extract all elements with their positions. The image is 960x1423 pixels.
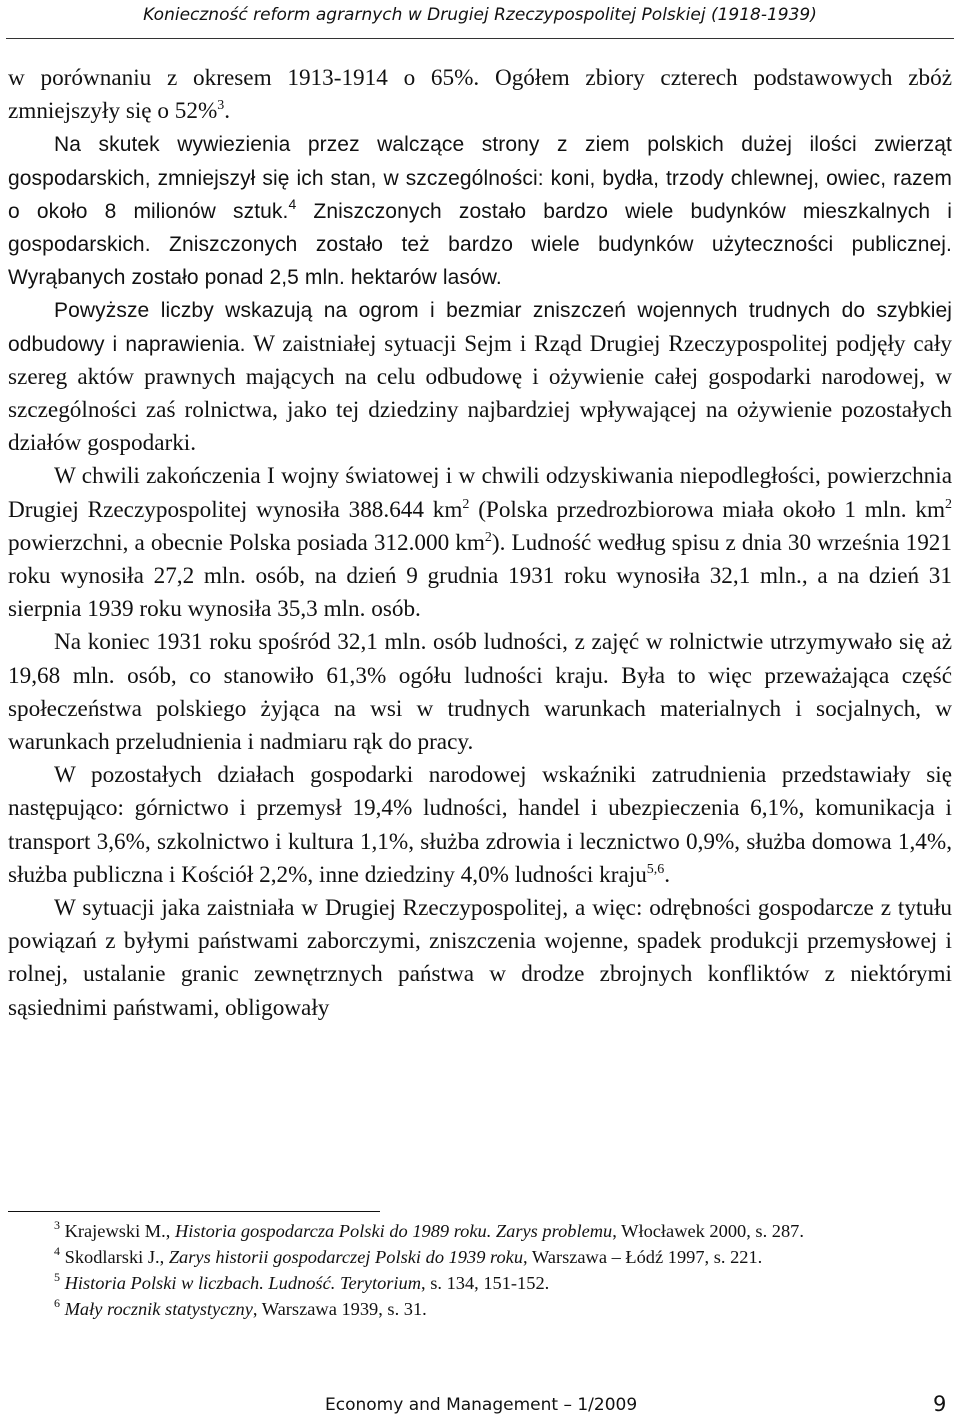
paragraph-3-text: W zaistniałej sytuacji Sejm i Rząd Drugiej Rzeczypospolitej podjęły cały szereg aktów prawnych mających na celu odbudowę i ożywienie całej gospodarki narodowej, w szczególności zaś rolnictwa, jako tej dziedziny najbardziej wpływającej na ożywienie pozostałych działów gospodarki. (8, 330, 952, 457)
footnote-author: Krajewski M., (60, 1221, 175, 1241)
footnote-4 (8, 1244, 952, 1270)
paragraph-4-text-c: powierzchni, a obecnie Polska posiada 312.000 km (8, 529, 485, 556)
footnote-title: Zarys historii gospodarczej Polski do 1939 roku (168, 1247, 524, 1267)
paragraph-4-text-d: ). Ludność według spisu z dnia 30 września 1921 roku wynosiła 27,2 mln. osób, na dzień 9 grudnia 1931 roku wynosiła 32,1 mln., a na dzień 31 sierpnia 1939 roku wynosiła 35,3 mln. osób. (8, 529, 952, 623)
footnotes (8, 1218, 952, 1322)
footnote-details: , Włocławek 2000, s. 287. (612, 1221, 804, 1241)
superscript-2: 2 (945, 496, 953, 512)
article-body (8, 62, 952, 1025)
paragraph-2-rest: Zniszczonych zostało bardzo wiele budynków mieszkalnych i gospodarskich. Zniszczonych zostało też bardzo wiele budynków użyteczności publicznej. Wyrąbanych zostało ponad 2,5 mln. hektarów lasów. (8, 199, 952, 290)
paragraph-4-text-b: (Polska przedrozbiorowa miała około 1 mln. km (469, 496, 946, 523)
footnote-number: 6 (54, 1296, 60, 1310)
footnote-title: Historia gospodarcza Polski do 1989 roku. Zarys problemu (174, 1221, 613, 1241)
paragraph-6 (8, 759, 952, 892)
footnote-details: , Warszawa – Łódź 1997, s. 221. (523, 1247, 763, 1267)
footnote-divider (8, 1211, 380, 1212)
footnote-5 (8, 1270, 952, 1296)
paragraph-6-end: . (664, 861, 671, 888)
paragraph-1 (8, 62, 952, 128)
header-divider (6, 38, 954, 39)
paragraph-3-lead: Powyższe liczby wskazują na ogrom i bezmiar zniszczeń wojennych trudnych do szybkiej odbudowy i naprawienia. (8, 299, 952, 356)
journal-footer: Economy and Management – 1/2009 (325, 1395, 638, 1415)
footnote-details: , Warszawa 1939, s. 31. (252, 1299, 427, 1319)
footnote-3 (8, 1218, 952, 1244)
paragraph-4 (8, 460, 952, 626)
footnote-details: , s. 134, 151-152. (421, 1273, 550, 1293)
footnote-author: Skodlarski J., (60, 1247, 169, 1267)
footnote-number: 3 (54, 1218, 60, 1232)
footnote-number: 4 (54, 1244, 60, 1258)
running-title: Konieczność reform agrarnych w Drugiej Rzeczypospolitej Polskiej (1918-1939) (143, 5, 817, 25)
footnote-title: Mały rocznik statystyczny (60, 1299, 253, 1319)
page-number: 9 (933, 1392, 947, 1416)
footnote-6 (8, 1296, 952, 1322)
footnote-ref-5-6[interactable]: 5,6 (646, 861, 665, 877)
paragraph-1-text: w porównaniu z okresem 1913-1914 o 65%. Ogółem zbiory czterech podstawowych zbóż zmniejszyły się o 52% (8, 65, 952, 125)
footnote-ref-4[interactable]: 4 (288, 195, 297, 212)
paragraph-2 (8, 128, 952, 294)
paragraph-6-text: W pozostałych działach gospodarki narodowej wskaźniki zatrudnienia przedstawiały się następująco: górnictwo i przemysł 19,4% ludności, handel i ubezpieczenia 6,1%, komunikacja i transport 3,6%, szkolnictwo i kultura 1,1%, służba zdrowia i lecznictwo 0,9%, służba domowa 1,4%, służba publiczna i Kościół 2,2%, inne dziedziny 4,0% ludności kraju (8, 762, 952, 888)
paragraph-1-end: . (224, 98, 231, 125)
footnote-ref-3[interactable]: 3 (217, 98, 225, 114)
footnote-number: 5 (54, 1270, 60, 1284)
running-header (0, 0, 960, 42)
paragraph-7: W sytuacji jaka zaistniała w Drugiej Rzeczypospolitej, a więc: odrębności gospodarcze z tytułu powiązań z byłymi państwami zaborczymi, zniszczenia wojenne, spadek produkcji przemysłowej i rolnej, ustalanie granic zewnętrznych państwa w drodze zbrojnych konfliktów z niektórymi sąsiednimi państwami, obligowały (8, 895, 952, 1021)
footnote-title: Historia Polski w liczbach. Ludność. Terytorium (60, 1273, 422, 1293)
paragraph-3 (8, 294, 952, 460)
superscript-2: 2 (484, 529, 492, 545)
paragraph-4-text-a: W chwili zakończenia I wojny światowej i w chwili odzyskiwania niepodległości, powierzchnia Drugiej Rzeczypospolitej wynosiła 388.644 km (8, 463, 952, 523)
paragraph-5: Na koniec 1931 roku spośród 32,1 mln. osób ludności, z zajęć w rolnictwie utrzymywało się aż 19,68 mln. osób, co stanowiło 61,3% ogółu ludności kraju. Była to więc przeważająca część społeczeństwa polskiego żyjąca na wsi w trudnych warunkach materialnych i socjalnych, w warunkach przeludnienia i nadmiaru rąk do pracy. (8, 629, 952, 756)
superscript-2: 2 (462, 496, 470, 512)
paragraph-2-text: Na skutek wywiezienia przez walczące strony z ziem polskich dużej ilości zwierząt gospodarskich, zmniejszył się ich stan, w szczególności: koni, bydła, trzody chlewnej, owiec, razem o około 8 milionów sztuk. (8, 133, 952, 223)
